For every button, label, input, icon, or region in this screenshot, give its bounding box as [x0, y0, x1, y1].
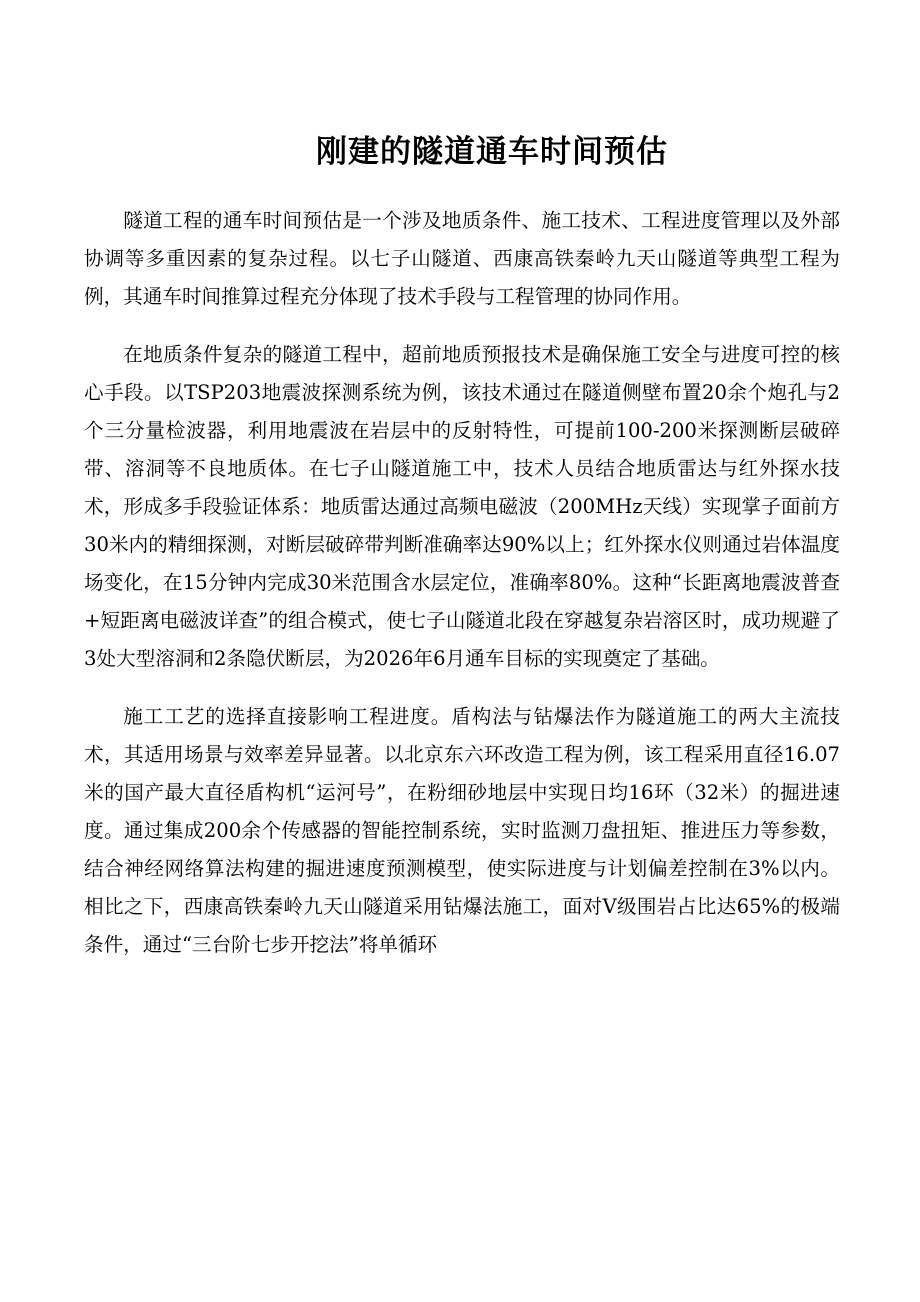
paragraph-geology-forecast: 在地质条件复杂的隧道工程中，超前地质预报技术是确保施工安全与进度可控的核心手段。以TSP203地震波探测系统为例，该技术通过在隧道侧壁布置20余个炮孔与2个三分量检波器，利用地震波在岩层中的反射特性，可提前100-200米探测断层破碎带、溶洞等不良地质体。在七子山隧道施工中，技术人员结合地质雷达与红外探水技术，形成多手段验证体系：地质雷达通过高频电磁波（200MHz天线）实现掌子面前方30米内的精细探测，对断层破碎带判断准确率达90%以上；红外探水仪则通过岩体温度场变化，在15分钟内完成30米范围含水层定位，准确率80%。这种“长距离地震波普查+短距离电磁波详查”的组合模式，使七子山隧道北段在穿越复杂岩溶区时，成功规避了3处大型溶洞和2条隐伏断层，为2026年6月通车目标的实现奠定了基础。 [84, 343, 840, 670]
paragraph-construction-methods: 施工工艺的选择直接影响工程进度。盾构法与钻爆法作为隧道施工的两大主流技术，其适用场景与效率差异显著。以北京东六环改造工程为例，该工程采用直径16.07米的国产最大直径盾构机“运河号”，在粉细砂地层中实现日均16环（32米）的掘进速度。通过集成200余个传感器的智能控制系统，实时监测刀盘扭矩、推进压力等参数，结合神经网络算法构建的掘进速度预测模型，使实际进度与计划偏差控制在3%以内。相比之下，西康高铁秦岭九天山隧道采用钻爆法施工，面对Ⅴ级围岩占比达65%的极端条件，通过“三台阶七步开挖法”将单循环 [84, 705, 840, 956]
document-body [84, 202, 840, 984]
document-title: 刚建的隧道通车时间预估 [316, 134, 668, 170]
paragraph-intro: 隧道工程的通车时间预估是一个涉及地质条件、施工技术、工程进度管理以及外部协调等多重因素的复杂过程。以七子山隧道、西康高铁秦岭九天山隧道等典型工程为例，其通车时间推算过程充分体现了技术手段与工程管理的协同作用。 [84, 209, 840, 308]
